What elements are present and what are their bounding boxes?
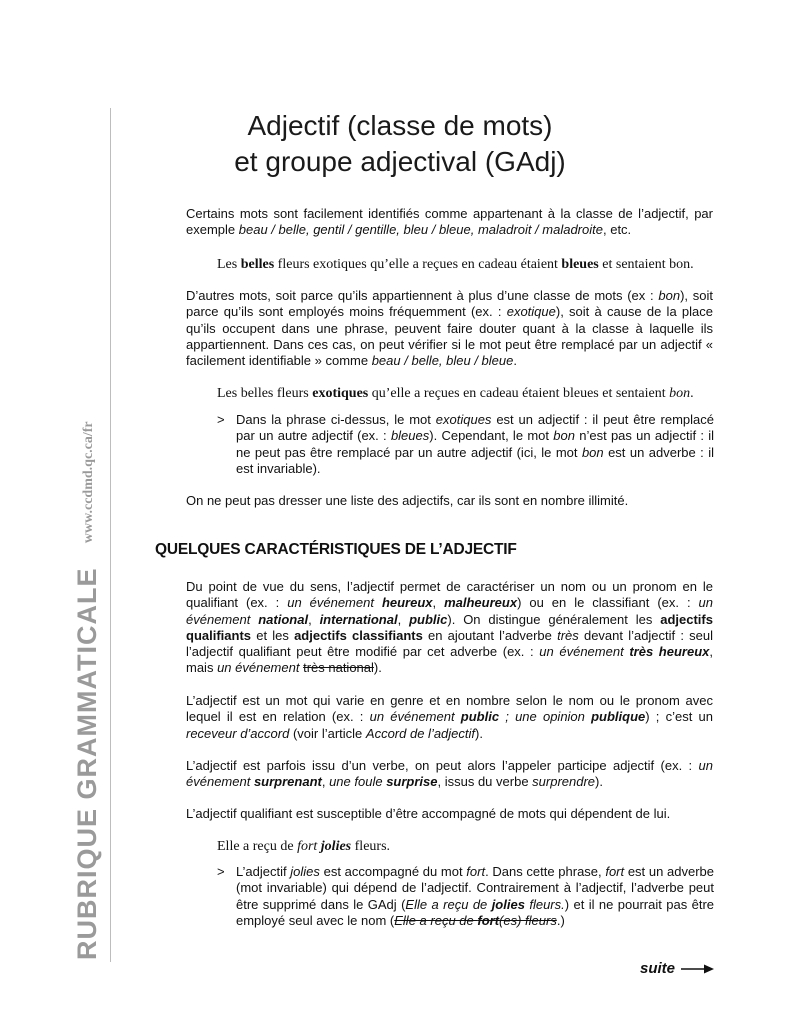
text-run: et sentaient bon. xyxy=(598,257,694,272)
text-run: une opinion xyxy=(515,709,592,725)
text-run: fleurs. xyxy=(524,896,565,912)
section-paragraph-3 xyxy=(186,758,713,791)
text-run: adjectifs qualifiants xyxy=(186,611,713,643)
page-title xyxy=(180,108,620,180)
text-run: ). xyxy=(475,725,483,741)
text-run: . xyxy=(690,386,694,401)
example-sentence-3 xyxy=(217,838,717,855)
bullet-marker: > xyxy=(217,864,225,879)
text-run: L’adjectif xyxy=(236,864,291,879)
text-run: (voir l’article xyxy=(289,725,366,741)
text-run: bleues xyxy=(561,257,599,272)
text-run: ) et il ne pourrait pas être employé seul avec le nom ( xyxy=(236,896,715,928)
text-run: L’adjectif est un mot qui varie en genre et en nombre selon le nom ou le pronom avec lequel il est en relation (ex. : xyxy=(186,693,713,725)
text-run: surprendre xyxy=(532,774,596,790)
continue-label: suite xyxy=(640,960,676,977)
sidebar-url: www.ccdmd.qc.ca/fr xyxy=(81,421,96,544)
text-run: bon xyxy=(669,386,691,401)
text-run: très heureux xyxy=(629,644,710,660)
sidebar xyxy=(72,421,103,960)
text-run: receveur d’accord xyxy=(186,725,290,741)
text-run: ; xyxy=(499,709,516,725)
text-run: , xyxy=(397,611,410,627)
text-run: Elle a reçu de xyxy=(217,839,298,854)
text-run: fort xyxy=(605,864,625,879)
text-run: public xyxy=(409,611,448,627)
text-run: surprise xyxy=(386,774,438,790)
text-run: , issus du verbe xyxy=(437,774,533,790)
text-run: bon xyxy=(658,288,681,303)
vertical-divider xyxy=(110,108,111,962)
sidebar-title: RUBRIQUE GRAMMATICALE xyxy=(72,567,102,960)
text-run: (es) fleurs xyxy=(499,912,557,928)
text-run: exotiques xyxy=(312,386,369,401)
text-run: D’autres mots, soit parce qu’ils appartiennent à plus d’une classe de mots (ex : xyxy=(186,288,659,303)
text-run: belles xyxy=(240,257,275,272)
text-run: , xyxy=(308,611,320,627)
text-run: ) ; c’est un xyxy=(645,709,713,725)
text-run: .) xyxy=(556,912,565,928)
section-heading: QUELQUES CARACTÉRISTIQUES DE L’ADJECTIF xyxy=(155,541,517,558)
arrow-right-icon xyxy=(681,963,715,975)
text-run: , mais xyxy=(186,644,713,676)
example-sentence-2 xyxy=(217,385,717,402)
text-run: ) ou en le classifiant (ex. : xyxy=(517,595,699,611)
text-run: malheureux xyxy=(444,595,518,611)
text-run: beau / belle, bleu / bleue xyxy=(371,353,514,369)
text-run: est un adverbe (mot invariable) qui dépend de l’adjectif. Contrairement à l’adjectif, l’adverbe peut être supprimé dans le GAdj ( xyxy=(236,864,714,912)
text-run: fort xyxy=(477,912,500,928)
bullet-marker: > xyxy=(217,412,225,427)
text-run: On ne peut pas dresser une liste des adjectifs, car ils sont en nombre illimité. xyxy=(186,493,629,508)
text-run: Elle a reçu de xyxy=(405,896,492,912)
title-line-2: et groupe adjectival (GAdj) xyxy=(234,146,566,177)
text-run: Dans la phrase ci-dessus, le mot xyxy=(236,412,436,427)
text-run: fleurs. xyxy=(351,839,391,854)
text-run: ). On distingue généralement les xyxy=(447,611,661,627)
text-run: jolies xyxy=(491,896,525,912)
text-run: Certains mots sont facilement identifiés comme appartenant à la classe de l’adjectif, par exemple xyxy=(186,206,713,238)
text-run: Accord de l’adjectif xyxy=(365,725,476,741)
text-run: publique xyxy=(591,709,646,725)
text-run: public xyxy=(460,709,500,725)
text-run: ). xyxy=(595,774,603,790)
text-run: fort xyxy=(297,839,318,854)
intro-paragraph-3 xyxy=(186,493,713,509)
text-run: n’est pas un adjectif : il ne peut pas être remplacé par un autre adjectif (ici, le mot xyxy=(236,428,714,460)
note-2 xyxy=(217,864,714,929)
text-run: exotique xyxy=(506,304,556,320)
text-run: national xyxy=(258,611,309,627)
section-paragraph-2 xyxy=(186,693,713,742)
text-run: bleues xyxy=(390,428,430,444)
text-run: ). xyxy=(373,660,382,676)
text-run: un événement xyxy=(287,595,382,611)
text-run: beau / belle, gentil / gentille, bleu / bleue, maladroit / maladroite xyxy=(238,222,603,238)
text-run: Du point de vue du sens, l’adjectif permet de caractériser un nom ou un pronom en le qualifiant (ex. : xyxy=(186,579,713,611)
text-run: un événement xyxy=(369,709,461,725)
text-run: jolies xyxy=(320,839,352,854)
text-run: . Dans cette phrase, xyxy=(485,864,606,879)
note-1-text xyxy=(236,412,714,477)
text-run: L’adjectif qualifiant est susceptible d’être accompagné de mots qui dépendent de lui. xyxy=(186,806,671,821)
text-run: ), soit à cause de la place qu’ils occupent dans une phrase, peuvent faire douter quant à la classe à laquelle ils appartiennent. Dans ces cas, on peut vérifier si le mot peut être remplacé par un adjectif « facilement identifiable » comme xyxy=(186,304,713,369)
text-run: , xyxy=(321,774,330,790)
text-run: , etc. xyxy=(602,222,632,238)
text-run: est un adjectif : il peut être remplacé par un autre adjectif (ex. : xyxy=(236,412,714,444)
section-paragraph-1 xyxy=(186,579,713,677)
text-run: un événement xyxy=(186,595,714,627)
text-run: . xyxy=(513,353,517,369)
text-run: est accompagné du mot xyxy=(319,864,467,879)
text-run: est un adverbe : il est invariable). xyxy=(236,444,715,476)
text-run: surprenant xyxy=(253,774,322,790)
text-run: qu’elle a reçues en cadeau étaient bleues et sentaient xyxy=(368,386,670,401)
example-sentence-1 xyxy=(217,256,717,273)
text-run: devant l’adjectif : seul l’adjectif qualifiant peut être modifié par cet adverbe (ex. : xyxy=(186,627,714,660)
text-run: bon xyxy=(581,444,604,460)
section-paragraph-4 xyxy=(186,806,713,822)
text-run: bon xyxy=(553,428,575,444)
text-run: international xyxy=(319,611,398,627)
text-run: fleurs exotiques qu’elle a reçues en cadeau étaient xyxy=(274,257,562,272)
text-run: une foule xyxy=(329,774,387,790)
note-2-text xyxy=(236,864,714,929)
intro-paragraph-2 xyxy=(186,288,713,369)
text-run: en ajoutant l’adverbe xyxy=(422,627,558,643)
note-1 xyxy=(217,412,714,477)
text-run: un événement xyxy=(186,758,713,790)
text-run: exotiques xyxy=(435,412,492,427)
text-run: fort xyxy=(466,864,486,879)
text-run: ), soit parce qu’ils sont employés moins fréquemment (ex. : xyxy=(186,288,713,320)
text-run: très xyxy=(557,627,579,643)
text-run: Elle a reçu de xyxy=(394,912,478,928)
text-run: un événement xyxy=(217,660,304,676)
text-run: Les xyxy=(217,257,241,272)
text-run: , xyxy=(432,595,445,611)
text-run: heureux xyxy=(381,595,433,611)
text-run: un événement xyxy=(539,644,630,660)
text-run: adjectifs classifiants xyxy=(294,627,423,643)
text-run: et les xyxy=(251,627,295,643)
text-run: L’adjectif est parfois issu d’un verbe, on peut alors l’appeler participe adjectif (ex. : xyxy=(186,758,699,773)
text-run: jolies xyxy=(290,864,320,879)
text-run: ). Cependant, le mot xyxy=(429,428,554,444)
text-run: très national xyxy=(303,660,374,676)
title-line-1: Adjectif (classe de mots) xyxy=(247,110,553,141)
intro-paragraph-1 xyxy=(186,206,713,239)
text-run: Les belles fleurs xyxy=(217,386,313,401)
